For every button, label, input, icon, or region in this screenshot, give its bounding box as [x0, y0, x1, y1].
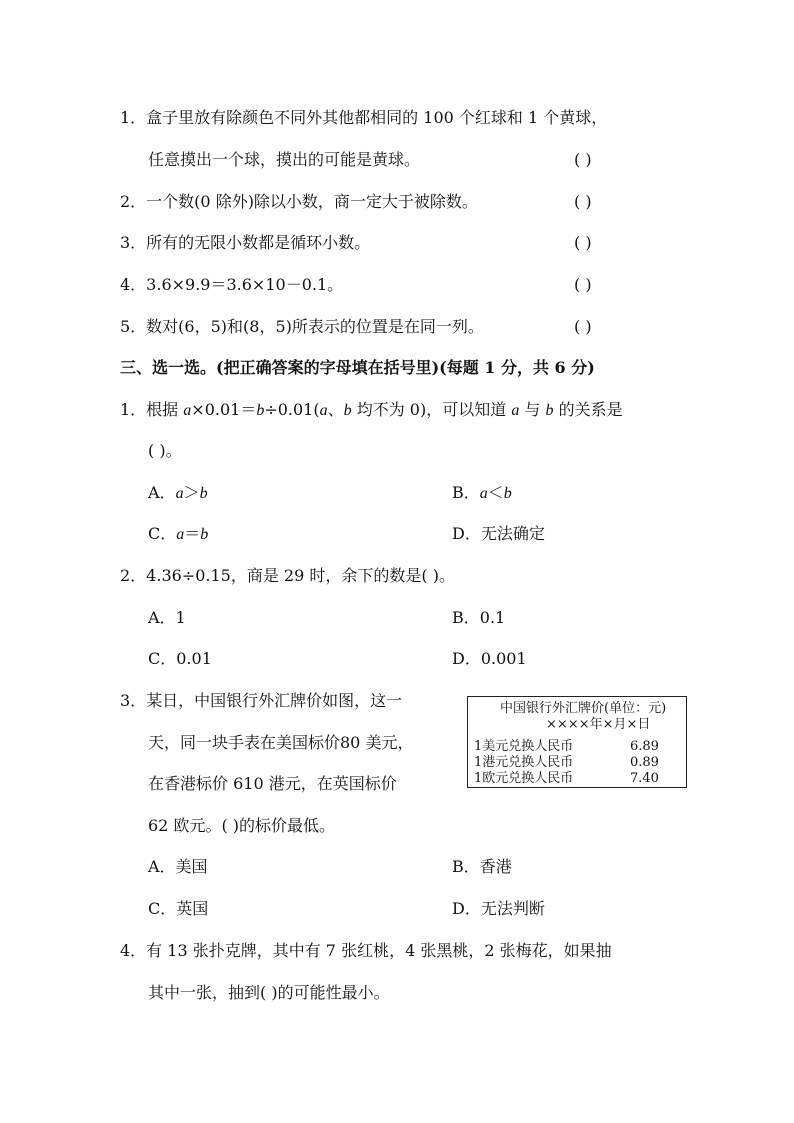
q1-var-b: b	[200, 526, 209, 543]
q1-var-b: b	[343, 402, 352, 419]
answer-paren-tf-1[interactable]: ( )	[574, 150, 592, 169]
q1-var-b: b	[199, 485, 208, 502]
choice-question-3-line-4: 62 欧元。( )的标价最低。	[148, 816, 336, 835]
section-3-heading: 三、选一选。(把正确答案的字母填在括号里)(每题 1 分，共 6 分)	[120, 358, 595, 377]
q3-option-c[interactable]: C．英国	[148, 899, 209, 918]
exchange-rate-value-eur: 7.40	[630, 771, 659, 786]
q1-text: ×0.01＝	[191, 400, 257, 419]
q1-text: 均不为 0)，可以知道	[351, 400, 512, 419]
choice-question-4-line-1: 4．有 13 张扑克牌，其中有 7 张红桃，4 张黑桃，2 张梅花，如果抽	[120, 941, 612, 960]
choice-question-4-line-2: 其中一张，抽到( )的可能性最小。	[148, 983, 390, 1002]
exchange-rate-label-eur: 1欧元兑换人民币	[474, 771, 574, 786]
q1-var-a: a	[479, 485, 488, 502]
choice-question-1	[120, 399, 623, 422]
q1-var-b: b	[503, 485, 512, 502]
tf-item-2: 2．一个数(0 除外)除以小数，商一定大于被除数。	[120, 192, 478, 211]
q1-prefix: 1．根据	[120, 400, 184, 419]
tf-item-1-continued: 任意摸出一个球，摸出的可能是黄球。	[148, 150, 421, 169]
q2-option-a[interactable]: A．1	[148, 608, 186, 627]
q1-text: 的关系是	[553, 400, 623, 419]
q1-option-b[interactable]	[452, 482, 512, 505]
exchange-rate-table	[467, 696, 687, 788]
q1-var-a: a	[319, 402, 328, 419]
q1-var-a: a	[175, 485, 184, 502]
q1-option-d[interactable]: D．无法确定	[452, 524, 545, 543]
answer-paren-tf-2[interactable]: ( )	[574, 192, 592, 211]
q3-option-b[interactable]: B．香港	[452, 857, 512, 876]
q2-option-c[interactable]: C．0.01	[148, 649, 212, 668]
choice-question-3-line-3: 在香港标价 610 港元，在英国标价	[148, 774, 397, 793]
option-label: A．	[148, 483, 176, 502]
tf-item-4: 4．3.6×9.9＝3.6×10－0.1。	[120, 275, 344, 294]
q3-option-a[interactable]: A．美国	[148, 857, 208, 876]
exchange-rate-date: ××××年×月×日	[546, 717, 651, 732]
choice-question-3-line-1: 3．某日，中国银行外汇牌价如图，这一	[120, 691, 403, 710]
operator: ＜	[487, 483, 504, 502]
q1-var-b: b	[256, 402, 265, 419]
q1-var-a: a	[183, 402, 192, 419]
exchange-rate-title: 中国银行外汇牌价(单位：元)	[500, 701, 667, 716]
q1-var-a: a	[176, 526, 185, 543]
exchange-rate-value-hkd: 0.89	[630, 755, 659, 770]
q2-option-d[interactable]: D．0.001	[452, 649, 527, 668]
tf-item-1: 1．盒子里放有除颜色不同外其他都相同的 100 个红球和 1 个黄球，	[120, 108, 608, 127]
tf-item-3: 3．所有的无限小数都是循环小数。	[120, 233, 371, 252]
q1-text: 与	[519, 400, 546, 419]
answer-paren-tf-4[interactable]: ( )	[574, 275, 592, 294]
choice-question-2: 2．4.36÷0.15，商是 29 时，余下的数是( )。	[120, 566, 455, 585]
choice-question-3-line-2: 天，同一块手表在美国标价80 美元，	[148, 733, 414, 752]
q1-option-a[interactable]	[148, 482, 208, 505]
answer-paren-tf-3[interactable]: ( )	[574, 233, 592, 252]
operator: ＝	[184, 524, 201, 543]
tf-item-5: 5．数对(6，5)和(8，5)所表示的位置是在同一列。	[120, 317, 484, 336]
q1-var-b: b	[545, 402, 554, 419]
q3-option-d[interactable]: D．无法判断	[452, 899, 545, 918]
q1-text: 、	[327, 400, 344, 419]
q1-option-c[interactable]	[148, 523, 208, 546]
q1-text: ÷0.01(	[264, 400, 320, 419]
choice-question-1-answer-paren[interactable]: ( )。	[148, 441, 182, 460]
q2-option-b[interactable]: B．0.1	[452, 608, 506, 627]
q1-var-a: a	[511, 402, 520, 419]
option-label: B．	[452, 483, 480, 502]
exchange-rate-label-usd: 1美元兑换人民币	[474, 739, 574, 754]
exchange-rate-value-usd: 6.89	[630, 739, 659, 754]
option-label: C．	[148, 524, 177, 543]
operator: ＞	[183, 483, 200, 502]
exchange-rate-label-hkd: 1港元兑换人民币	[474, 755, 574, 770]
answer-paren-tf-5[interactable]: ( )	[574, 317, 592, 336]
